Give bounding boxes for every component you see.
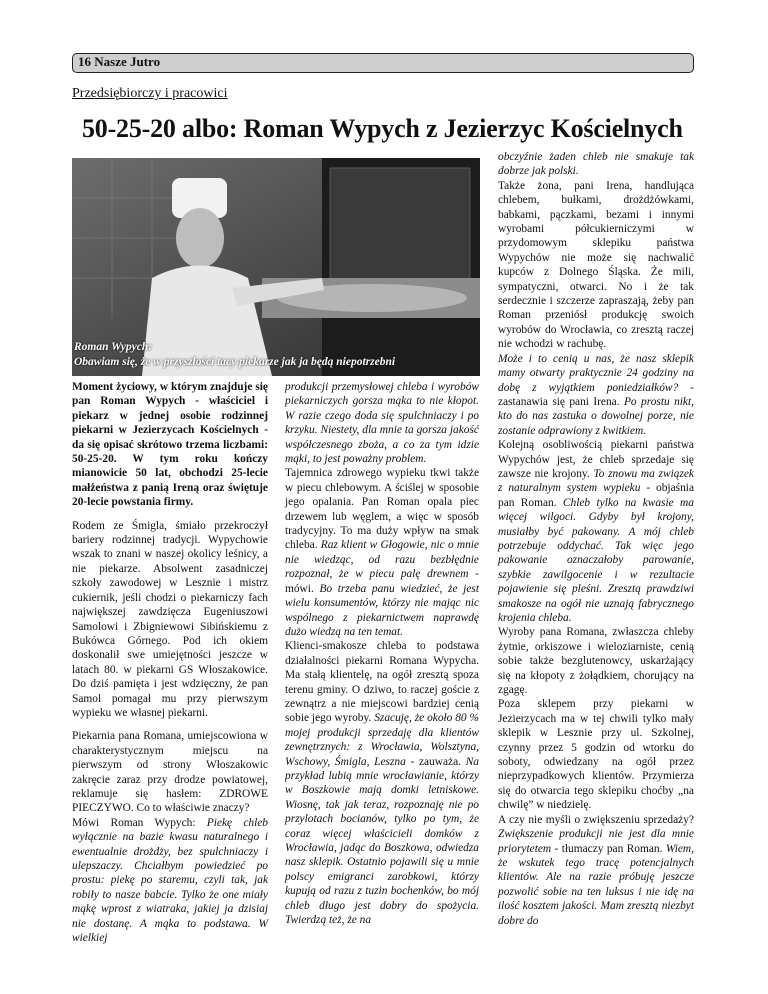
quote-run: Na przykład lubią mnie wrocławianie, którzy w Boszkowie mają domki letniskowe. Wiosnę, tak jak teraz, rozpoznaję nie po przylotach bocianów, tylko po tym, że coraz więcej właścicieli domków z Wrocławia, jadąc do Boszkowa, odwiedza nasz sklepik. Ostatnio pojawili się u mnie polscy emigranci zarobkowi, którzy kupują od razu z tuzin bochenków, bo mój chleb długo jest dobry do spożycia. Twierdzą też, że na — [285, 755, 479, 927]
quote-run: Piekę chleb wyłącznie na bazie kwasu naturalnego i ewentualnie drożdży, bez spulchniaczy i ulepszaczy. Chciałbym powiedzieć po prostu: piekę po staremu, czyli tak, jak robiły to nasze babcie. Tylko że one miały mąkę wprost z wiatraka, jakiej ja dzisiaj nie dostanę. A mąka to podstawa. W wielkiej — [72, 816, 268, 945]
text-run: Tajemnica zdrowego wypieku tkwi także w piecu chlebowym. A ściślej w sposobie jego opalania. Pan Roman opala piec drzewem lub węglem, a więc w sposób tradycyjny. To ma duży wpływ na smak chleba. — [285, 467, 479, 552]
text-run: - zastanawia się pani Irena. — [498, 381, 694, 408]
header-bar — [72, 53, 694, 73]
text-run: Kolejną osobliwością piekarni państwa Wypychów jest, że chleb sprzedaje się zawsze nie krojony. — [498, 439, 694, 480]
quote-run: Raz klient w Głogowie, nic o mnie nie wiedząc, od razu bezbłędnie rozpoznał, że w piecu palę drewnem — [285, 539, 479, 581]
paragraph — [285, 466, 479, 639]
quote-paragraph: produkcji przemysłowej chleba i wyrobów piekarniczych gorsza mąka to nie kłopot. W razie czego doda się spulchniaczy i po krzyku. Niestety, dla mnie ta gorsza jakość współczesnego zboża, a co za tym idzie mąki, to jest poważny problem. — [285, 381, 479, 466]
article-column-2 — [285, 380, 479, 936]
photo-caption — [74, 340, 478, 370]
quote-run: Zwiększenie produkcji nie jest dla mnie priorytetem — [498, 828, 694, 855]
paragraph — [72, 816, 268, 946]
article-column-1 — [72, 380, 268, 954]
text-run: - tłumaczy pan Roman. — [551, 842, 666, 855]
quote-paragraph: obczyźnie żaden chleb nie smakuje tak dobrze jak polski. — [498, 151, 694, 178]
paragraph: Rodem ze Śmigla, śmiało przekroczył bariery rodzinnej tradycji. Wypychowie wszak to znani w naszej okolicy leśnicy, a nie piekarze. Absolwent zasadniczej szkoły zawodowej w Lesznie i mistrz cukiernik, jeśli chodzi o piekarniczy fach największej zawdzięcza Eugeniuszowi Samolowi i Zbigniewowi Sibińskiemu z Bukówca Górnego. Pod ich okiem doskonalił swe umiejętności jeszcze w latach 80. w piekarni GS Włoszakowice. Do dziś pamięta i jest wdzięczny, że pan Samol pomagał mu przy pierwszym wypieku we własnej piekarni. — [72, 519, 268, 719]
paragraph — [498, 813, 694, 928]
paragraph — [498, 438, 694, 625]
text-run: - mówi. — [285, 568, 479, 595]
paragraph — [498, 352, 694, 438]
quote-run: Chleb tylko na kwasie ma więcej wilgoci. Gdyby był krojony, musiałby być pakowany. A mój chleb potrzebuje oddychać. Tak więc jego pakowanie oznaczałoby parowanie, szybkie zawilgocenie i w rezultacie pojawienie się pleśni. Zresztą prawdziwi smakosze na ogół nie uznają fabrycznego krojenia chleba. — [498, 496, 694, 624]
text-run: A czy nie myśli o zwiększeniu sprzedaży? — [498, 813, 694, 826]
quote-run: To znowu ma związek z naturalnym system wypieku — [498, 467, 694, 495]
lead-paragraph: Moment życiowy, w którym znajduje się pan Roman Wypych - właściciel i piekarz w jednej osobie rodzinnej piekarni w Jezierzycach Kościelnych - da się opisać skrótowo trzema liczbami: 50-25-20. W tym roku kończy mianowicie 50 lat, obchodzi 25-lecie małżeństwa z panią Ireną oraz świętuje 20-lecie powstania firmy. — [72, 381, 268, 509]
article-column-3 — [498, 150, 694, 928]
text-run: - objaśnia pan Roman. — [498, 482, 694, 509]
paragraph: Także żona, pani Irena, handlująca chlebem, bułkami, drożdżówkami, babkami, pączkami, bezami i innymi wyrobami półcukierniczymi w przydomowym sklepiku państwa Wypychów nie może się nachwalić kupców z Dolnego Śląska. Że mili, sympatyczni, otwarci. No i że tak serdecznie i szczerze zapraszają, żeby pan Roman przeniósł produkcję swoich wyrobów do Wrocławia, co zresztą raczej nie wchodzi w rachubę. — [498, 179, 694, 351]
page-number-title: 16 Nasze Jutro — [78, 54, 161, 69]
text-run: - zauważa. — [405, 755, 466, 768]
caption-line1: Roman Wypych: — [74, 341, 153, 353]
quote-run: Wiem, że wskutek tego tracę potencjalnych klientów. Ale na razie próbuję jeszcze pozwolić sobie na ten luksus i nie idę na ilość kosztem jakości. Mam zresztą niezbyt dobre do — [498, 842, 694, 927]
text-run: Mówi Roman Wypych: — [72, 816, 207, 829]
caption-line2: Obawiam się, że w przyszłości tacy piekarze jak ja będą niepotrzebni — [74, 356, 396, 368]
text-run: Klienci-smakosze chleba to podstawa działalności piekarni Romana Wypycha. Ma stałą klientelę, na ogół zresztą spoza terenu gminy. O dziwo, to raczej goście z zewnątrz a nie miejscowi bardziej cenią sobie jego wyroby. — [285, 640, 479, 725]
paragraph: Piekarnia pana Romana, umiejscowiona w charakterystycznym miejscu na pierwszym od strony Włoszakowic zakręcie zaraz przy drodze powiatowej, reklamuje się hasłem: ZDROWE PIECZYWO. Co to właściwie znaczy? — [72, 730, 268, 815]
paragraph: Wyroby pana Romana, zwłaszcza chleby żytnie, orkiszowe i wieloziarniste, cenią sobie także bezglutenowcy, uskarżający się na kłopoty z żołądkiem, chorujący na zgagę. — [498, 626, 694, 697]
paragraph — [285, 639, 479, 927]
section-label: Przedsiębiorczy i pracowici — [72, 86, 228, 101]
article-title: 50-25-20 albo: Roman Wypych z Jezierzyc Kościelnych — [82, 114, 683, 143]
quote-run: Bo trzeba panu wiedzieć, że jest wielu konsumentów, którzy nie mając nic wspólnego z piekarnictwem naprawdę dużo wiedzą na ten temat. — [285, 582, 479, 638]
paragraph: Poza sklepem przy piekarni w Jezierzycach ma w tej chwili tylko mały sklepik w Lesznie przy ul. Szkolnej, czynny przez 5 godzin od wtorku do soboty, odwiedzany na ogół przez nieprzypadkowych klientów. Przymierza się do otwarcia tego sklepiku choćby „na chwilę” w niedzielę. — [498, 698, 694, 812]
quote-run: Może i to cenią u nas, że nasz sklepik mamy otwarty praktycznie 24 godziny na dobę z wyjątkiem poniedziałków? — [498, 352, 694, 394]
quote-run: Po prostu nikt, kto do nas zastuka o dowolnej porze, nie zostanie odprawiony z kwitkiem. — [498, 395, 694, 437]
quote-run: Szacuję, że około 80 % mojej produkcji sprzedaję dla klientów zewnętrznych: z Wrocławia, Wolsztyna, Wschowy, Śmigla, Leszna — [285, 712, 479, 768]
